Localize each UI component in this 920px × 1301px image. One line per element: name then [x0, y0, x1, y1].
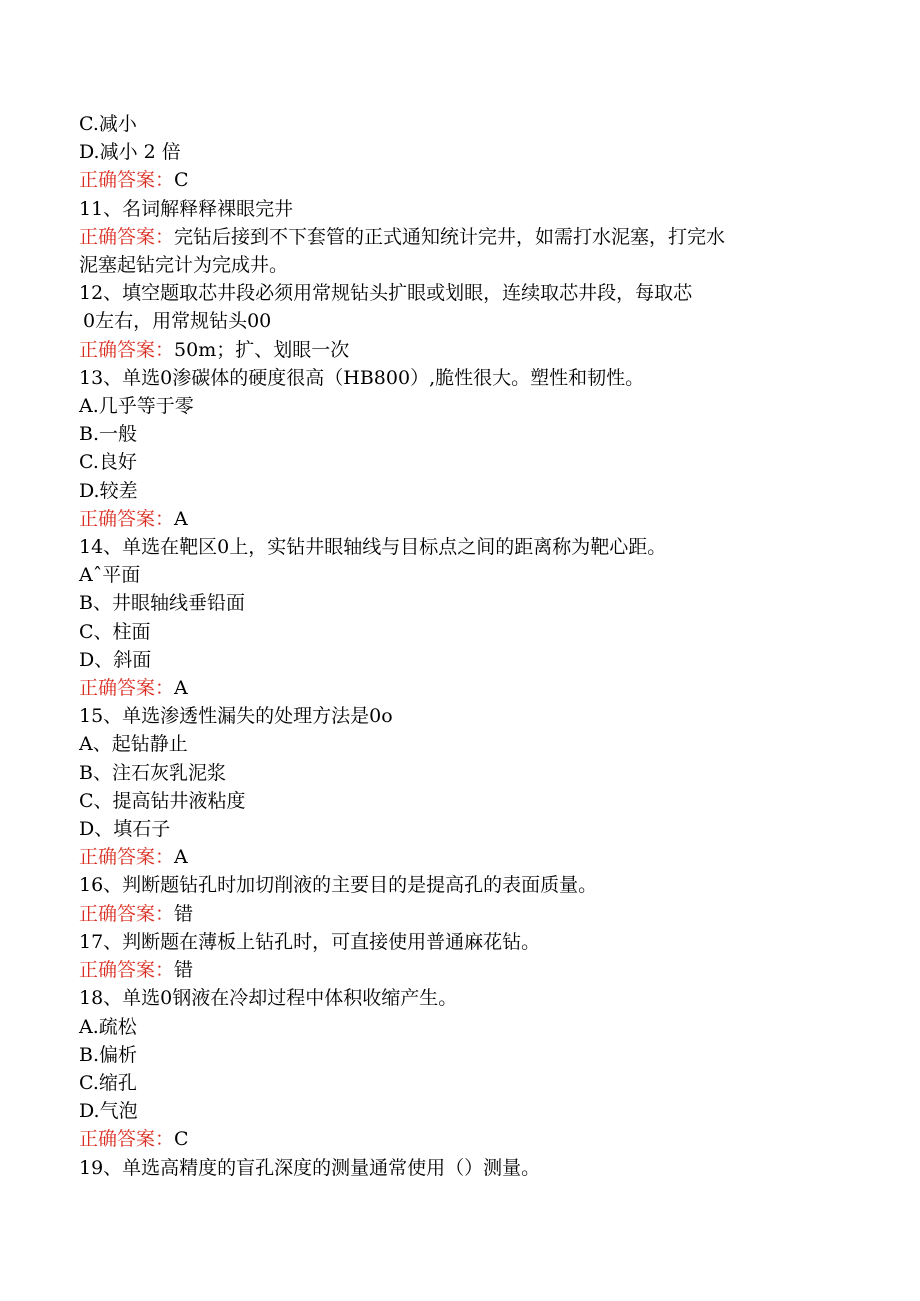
question-stem: 15、单选渗透性漏失的处理方法是0o	[79, 705, 393, 728]
option-text: C.缩孔	[79, 1071, 137, 1094]
answer-line	[79, 336, 839, 364]
answer-line	[79, 674, 839, 702]
option-text: D.减小 2 倍	[79, 141, 181, 164]
answer-value: A	[174, 677, 188, 700]
answer-line	[79, 956, 839, 984]
question-stem: 16、判断题钻孔时加切削液的主要目的是提高孔的表面质量。	[79, 874, 598, 897]
answer-value: 错	[174, 959, 194, 982]
answer-label: 正确答案：	[79, 169, 175, 192]
option-text: A、起钻静止	[79, 733, 188, 756]
option-text: B.偏析	[79, 1043, 138, 1066]
answer-label: 正确答案：	[79, 1128, 175, 1151]
option-text: C、柱面	[79, 620, 151, 643]
answer-line	[79, 223, 839, 251]
answer-line	[79, 1125, 839, 1153]
question-stem-continuation: 0左右，用常规钻头00	[83, 310, 272, 333]
option-text: D、斜面	[79, 648, 152, 671]
option-text: C.减小	[79, 113, 137, 135]
answer-label: 正确答案：	[79, 338, 175, 361]
answer-value: C	[174, 169, 189, 192]
option-text: B.一般	[79, 423, 138, 446]
answer-line	[79, 166, 839, 194]
option-text: C.良好	[79, 451, 137, 474]
option-text: B、注石灰乳泥浆	[79, 761, 226, 784]
option-text: D.气泡	[79, 1100, 138, 1123]
option-text: A.疏松	[79, 1015, 137, 1038]
answer-value: A	[174, 507, 188, 530]
answer-continuation: 泥塞起钻完计为完成井。	[79, 254, 289, 277]
answer-label: 正确答案：	[79, 677, 175, 700]
option-text: A.几乎等于零	[79, 395, 194, 418]
answer-label: 正确答案：	[79, 846, 175, 869]
question-stem: 13、单选0渗碳体的硬度很高（HB800）,脆性很大。塑性和韧性。	[79, 366, 645, 389]
question-stem: 11、名词解释释裸眼完井	[79, 197, 294, 220]
answer-value: A	[174, 846, 188, 869]
answer-label: 正确答案：	[79, 507, 175, 530]
question-stem: 17、判断题在薄板上钻孔时，可直接使用普通麻花钻。	[79, 930, 541, 953]
answer-label: 正确答案：	[79, 902, 175, 925]
answer-value: 完钻后接到不下套管的正式通知统计完井，如需打水泥塞，打完水	[174, 225, 726, 248]
answer-line	[79, 843, 839, 871]
option-text: Aˆ平面	[79, 564, 141, 587]
answer-label: 正确答案：	[79, 225, 175, 248]
answer-value: 50m；扩、划眼一次	[174, 338, 350, 361]
question-stem: 19、单选高精度的盲孔深度的测量通常使用（）测量。	[79, 1156, 541, 1179]
answer-value: C	[174, 1128, 189, 1151]
option-text: D、填石子	[79, 818, 171, 841]
question-stem: 18、单选0钢液在冷却过程中体积收缩产生。	[79, 987, 458, 1010]
option-text: B、井眼轴线垂铅面	[79, 592, 245, 615]
option-text: C、提高钻井液粘度	[79, 789, 246, 812]
answer-value: 错	[174, 902, 194, 925]
question-stem: 12、填空题取芯井段必须用常规钻头扩眼或划眼，连续取芯井段，每取芯	[79, 282, 693, 305]
answer-label: 正确答案：	[79, 959, 175, 982]
answer-line	[79, 900, 839, 928]
option-text: D.较差	[79, 479, 138, 502]
document-body	[79, 110, 839, 1182]
question-stem: 14、单选在靶区0上，实钻井眼轴线与目标点之间的距离称为靶心距。	[79, 536, 667, 559]
answer-line	[79, 505, 839, 533]
